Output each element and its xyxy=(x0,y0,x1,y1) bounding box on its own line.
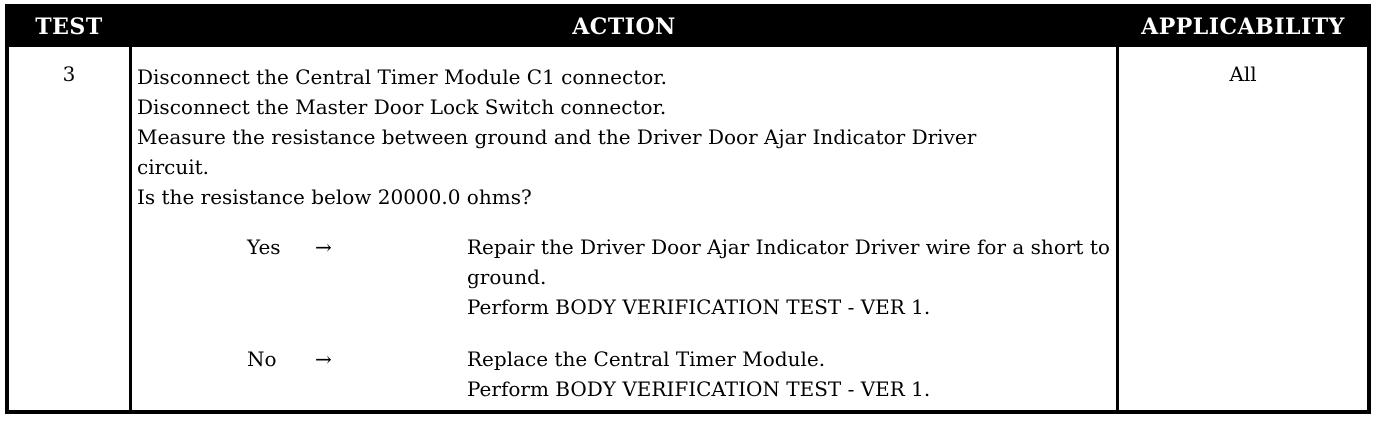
yes-line: ground. xyxy=(467,265,547,289)
action-line: Disconnect the Master Door Lock Switch connector. xyxy=(137,95,667,119)
test-number: 3 xyxy=(62,62,76,86)
action-line: Measure the resistance between ground and the Driver Door Ajar Indicator Driver xyxy=(137,125,977,149)
no-line: Replace the Central Timer Module. xyxy=(467,347,826,371)
diagnostic-test-table xyxy=(5,4,1371,414)
header-applicability: APPLICABILITY xyxy=(1141,14,1345,40)
action-line: Disconnect the Central Timer Module C1 connector. xyxy=(137,65,668,89)
action-line: circuit. xyxy=(137,155,210,179)
table-header-row xyxy=(9,8,1367,47)
no-line: Perform BODY VERIFICATION TEST - VER 1. xyxy=(467,377,931,401)
yes-label: Yes xyxy=(247,235,281,259)
header-test: TEST xyxy=(35,14,103,40)
yes-line: Repair the Driver Door Ajar Indicator Driver wire for a short to xyxy=(467,235,1110,259)
right-arrow-icon: → xyxy=(315,235,332,259)
action-cell xyxy=(137,62,1112,401)
no-instructions xyxy=(467,344,1227,404)
column-divider xyxy=(129,47,132,410)
action-question: Is the resistance below 20000.0 ohms? xyxy=(137,185,532,209)
yes-instructions xyxy=(467,232,1227,322)
right-arrow-icon: → xyxy=(315,347,332,371)
no-label: No xyxy=(247,347,277,371)
applicability-value: All xyxy=(1229,62,1257,86)
yes-line: Perform BODY VERIFICATION TEST - VER 1. xyxy=(467,295,931,319)
header-action: ACTION xyxy=(572,14,676,40)
